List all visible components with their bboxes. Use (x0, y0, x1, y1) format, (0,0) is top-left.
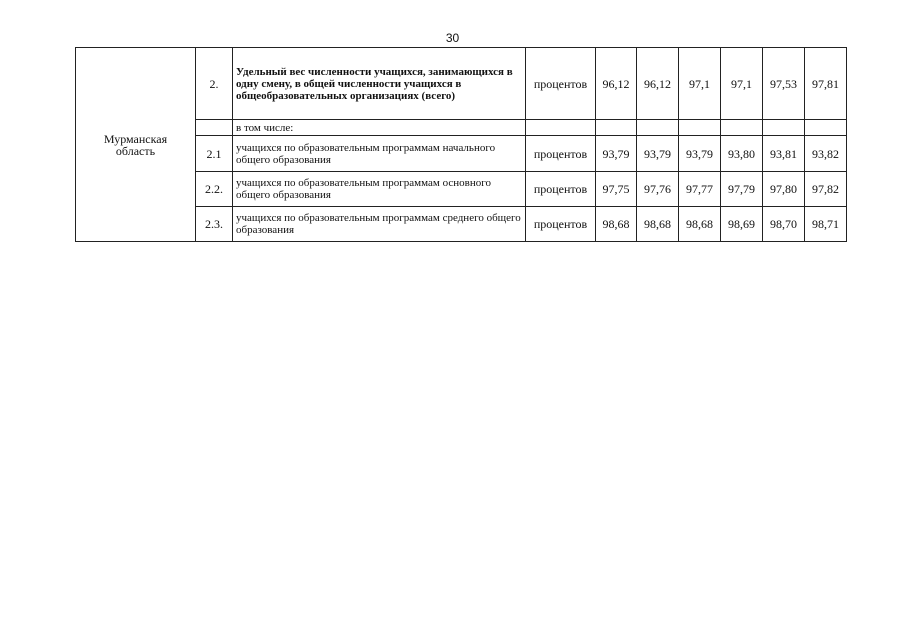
value-cell: 98,69 (721, 207, 763, 242)
value-cell: 93,80 (721, 136, 763, 172)
value-cell: 97,1 (721, 48, 763, 120)
row-number: 2. (196, 48, 233, 120)
value-cell: 98,71 (805, 207, 847, 242)
value-cell (721, 120, 763, 136)
value-cell: 98,68 (596, 207, 637, 242)
indicator-table (75, 47, 847, 242)
value-cell: 93,81 (763, 136, 805, 172)
row-unit: процентов (526, 172, 596, 207)
value-cell (763, 120, 805, 136)
row-description: в том числе: (233, 120, 526, 136)
region-name-line2: область (115, 143, 156, 158)
row-number: 2.1 (196, 136, 233, 172)
row-description: учащихся по образовательным программам основного общего образования (233, 172, 526, 207)
row-description: Удельный вес численности учащихся, занимающихся в одну смену, в общей численности учащихся в общеобразовательных организациях (всего) (233, 48, 526, 120)
value-cell: 97,77 (679, 172, 721, 207)
value-cell: 96,12 (596, 48, 637, 120)
value-cell: 98,70 (763, 207, 805, 242)
row-unit: процентов (526, 48, 596, 120)
value-cell: 98,68 (637, 207, 679, 242)
value-cell (679, 120, 721, 136)
row-number: 2.3. (196, 207, 233, 242)
value-cell: 97,1 (679, 48, 721, 120)
value-cell: 93,82 (805, 136, 847, 172)
value-cell: 97,53 (763, 48, 805, 120)
value-cell: 97,82 (805, 172, 847, 207)
value-cell: 93,79 (679, 136, 721, 172)
value-cell: 97,80 (763, 172, 805, 207)
value-cell: 97,76 (637, 172, 679, 207)
value-cell: 93,79 (596, 136, 637, 172)
value-cell (805, 120, 847, 136)
row-number (196, 120, 233, 136)
value-cell: 97,75 (596, 172, 637, 207)
row-description: учащихся по образовательным программам начального общего образования (233, 136, 526, 172)
value-cell: 97,79 (721, 172, 763, 207)
region-cell (76, 48, 196, 242)
value-cell: 96,12 (637, 48, 679, 120)
page-number: 30 (445, 31, 460, 45)
value-cell: 93,79 (637, 136, 679, 172)
value-cell (596, 120, 637, 136)
row-description: учащихся по образовательным программам среднего общего образования (233, 207, 526, 242)
value-cell (637, 120, 679, 136)
table-row (76, 48, 847, 120)
row-unit (526, 120, 596, 136)
row-unit: процентов (526, 136, 596, 172)
region-name-line1: Мурманская (103, 131, 168, 146)
row-number: 2.2. (196, 172, 233, 207)
row-unit: процентов (526, 207, 596, 242)
value-cell: 98,68 (679, 207, 721, 242)
value-cell: 97,81 (805, 48, 847, 120)
